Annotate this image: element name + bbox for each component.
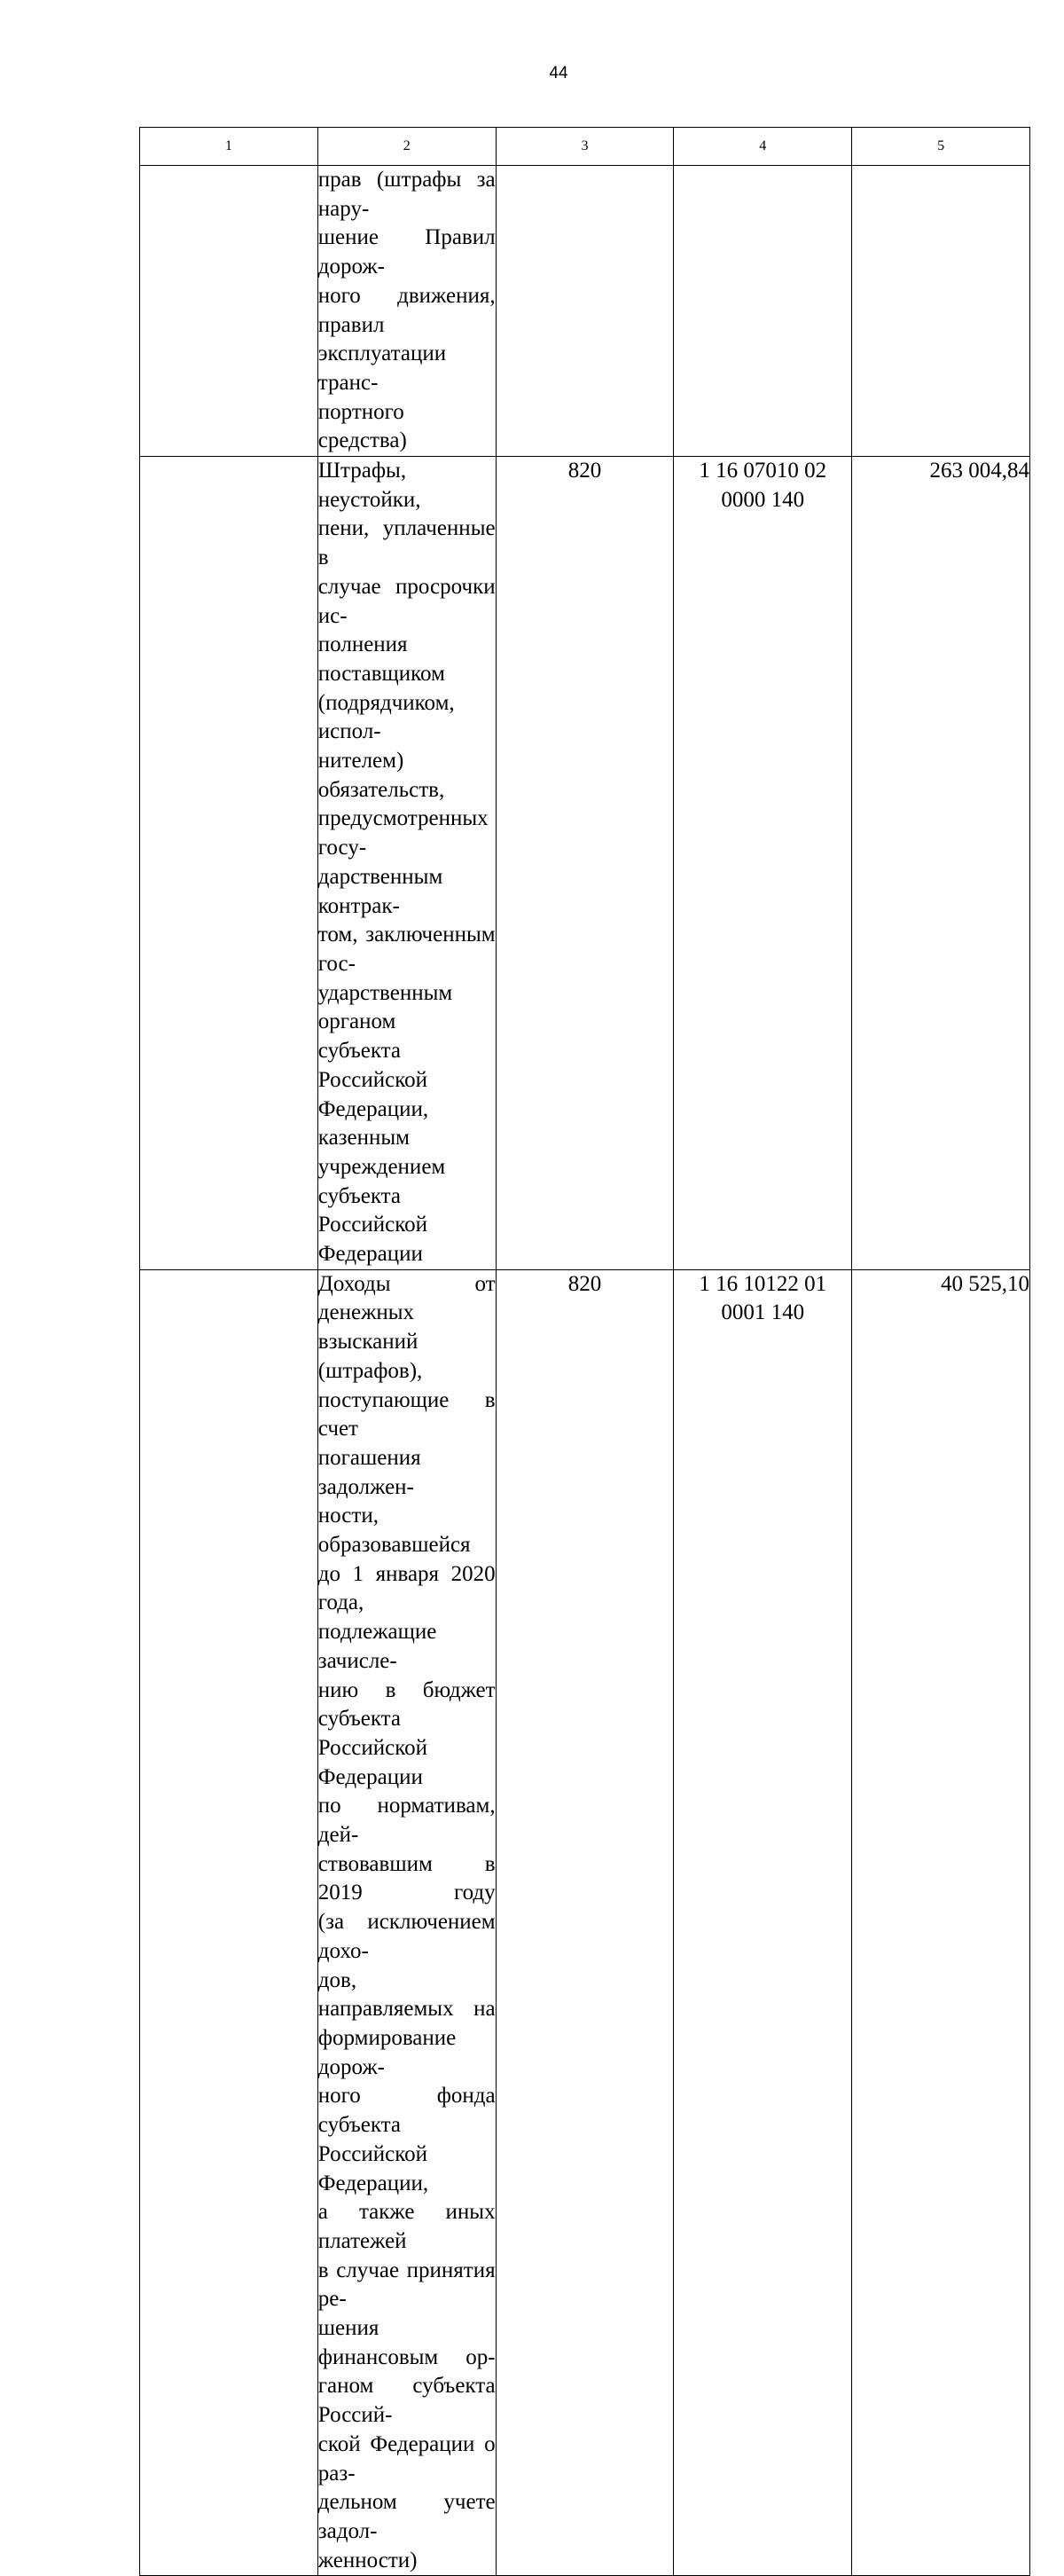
description-line: дарственным контрак- xyxy=(317,864,443,918)
header-col-2: 2 xyxy=(317,128,496,166)
description-line: Доходы от денежных xyxy=(317,1271,496,1325)
description-line: нителем) обязательств, xyxy=(317,749,445,802)
description-line: Федерации, казенным xyxy=(317,1096,429,1151)
header-col-4: 4 xyxy=(674,128,852,166)
description-line: полнения поставщиком xyxy=(317,632,445,686)
description-line: ской Федерации о раз- xyxy=(317,2431,496,2486)
header-col-5: 5 xyxy=(852,128,1030,166)
table-header-row xyxy=(140,128,1030,166)
description-line: женности) xyxy=(317,2548,418,2572)
description-line: Штрафы, неустойки, xyxy=(317,459,421,512)
description-line: (за исключением дохо- xyxy=(317,1910,496,1963)
description-cell xyxy=(317,166,496,457)
description-line: ганом субъекта Россий- xyxy=(317,2374,496,2428)
amount-cell: 263 004,84 xyxy=(852,457,1030,1270)
description-line: ного фонда субъекта xyxy=(317,2084,496,2138)
admin-code-cell: 820 xyxy=(496,1269,674,2576)
row-number-cell xyxy=(140,457,318,1270)
table-row xyxy=(140,166,1030,457)
description-line: а также иных платежей xyxy=(317,2200,496,2253)
description-line: прав (штрафы за нару- xyxy=(317,168,496,221)
description-line: Российской Федерации xyxy=(317,1213,428,1267)
amount-cell: 40 525,10 xyxy=(852,1269,1030,2576)
description-line: ствовавшим в 2019 году xyxy=(317,1851,496,1905)
admin-code-cell xyxy=(496,166,674,457)
description-line: до 1 января 2020 года, xyxy=(317,1561,496,1615)
description-line: подлежащие зачисле- xyxy=(317,1620,437,1673)
budget-table xyxy=(139,127,1030,2576)
table-row xyxy=(140,457,1030,1270)
description-line: том, заключенным гос- xyxy=(317,923,496,976)
description-line: Российской Федерации xyxy=(317,1735,428,1789)
table-row xyxy=(140,1269,1030,2576)
description-line: ности, образовавшейся xyxy=(317,1504,471,1558)
description-line: шения финансовым ор- xyxy=(317,2316,496,2369)
description-line: погашения задолжен- xyxy=(317,1445,421,1499)
description-cell xyxy=(317,457,496,1270)
description-line: случае просрочки ис- xyxy=(317,574,496,628)
description-line: ного движения, правил xyxy=(317,283,496,337)
description-line: дельном учете задол- xyxy=(317,2490,496,2543)
description-line: пени, уплаченные в xyxy=(317,516,496,570)
header-col-1: 1 xyxy=(140,128,318,166)
kbk-code-cell: 1 16 07010 02 0000 140 xyxy=(674,457,852,1270)
description-line: нию в бюджет субъекта xyxy=(317,1677,496,1732)
description-line: эксплуатации транс- xyxy=(317,342,447,395)
description-line: шение Правил дорож- xyxy=(317,225,496,279)
description-cell xyxy=(317,1269,496,2576)
description-line: дов, направляемых на xyxy=(317,1967,496,2022)
row-number-cell xyxy=(140,1269,318,2576)
description-line: (подрядчиком, испол- xyxy=(317,690,455,744)
description-line: по нормативам, дей- xyxy=(317,1794,496,1848)
amount-cell xyxy=(852,166,1030,457)
description-line: формирование дорож- xyxy=(317,2026,457,2079)
description-line: ударственным органом xyxy=(317,980,453,1034)
description-line: поступающие в счет xyxy=(317,1387,496,1441)
description-line: портного средства) xyxy=(317,399,407,453)
kbk-code-cell xyxy=(674,166,852,457)
header-col-3: 3 xyxy=(496,128,674,166)
description-line: предусмотренных госу- xyxy=(317,806,489,860)
description-line: учреждением субъекта xyxy=(317,1154,446,1208)
description-line: в случае принятия ре- xyxy=(317,2258,496,2312)
kbk-code-cell: 1 16 10122 01 0001 140 xyxy=(674,1269,852,2576)
admin-code-cell: 820 xyxy=(496,457,674,1270)
description-line: субъекта Российской xyxy=(317,1039,428,1092)
page-number: 44 xyxy=(549,64,568,82)
description-line: взысканий (штрафов), xyxy=(317,1330,423,1383)
description-line: Российской Федерации, xyxy=(317,2141,429,2195)
row-number-cell xyxy=(140,166,318,457)
